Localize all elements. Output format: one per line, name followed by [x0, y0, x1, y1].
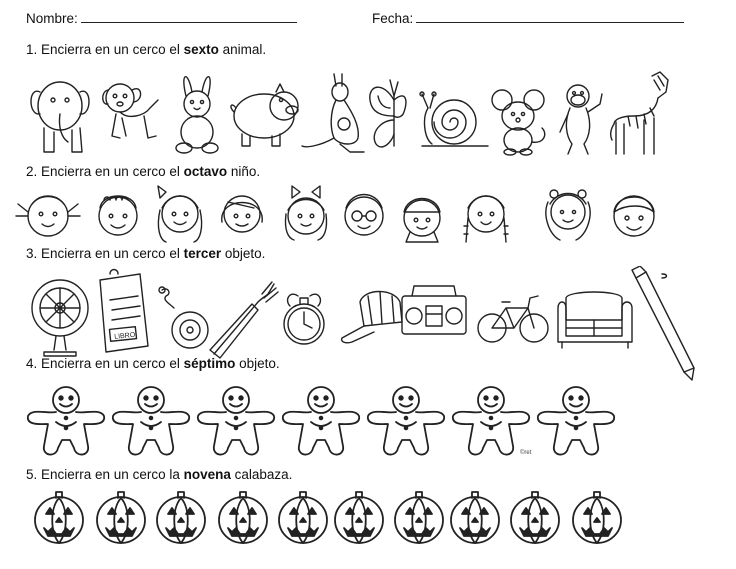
gingerbread-icon[interactable]	[538, 387, 614, 455]
gingerbread-icon[interactable]	[198, 387, 274, 455]
pumpkin-icon[interactable]	[279, 492, 327, 543]
instruction-3: 3. Encierra en un cerco el tercer objeto.	[26, 246, 266, 261]
boy-cap-icon[interactable]	[404, 199, 440, 243]
gingerbread-icon[interactable]	[283, 387, 359, 455]
radio-icon[interactable]	[402, 286, 466, 334]
instruction-2: 2. Encierra en un cerco el octavo niño.	[26, 164, 261, 179]
gingerbread-icon[interactable]	[368, 387, 444, 455]
rabbit-icon[interactable]	[176, 77, 218, 153]
elephant-icon[interactable]	[31, 82, 89, 152]
monkey-icon[interactable]	[560, 85, 602, 154]
girl-bob-icon[interactable]	[222, 196, 262, 232]
mouse-icon[interactable]	[492, 90, 545, 155]
dog-icon[interactable]	[103, 84, 158, 138]
pumpkin-icon[interactable]	[335, 492, 383, 543]
girl-bow-long-icon[interactable]	[285, 186, 326, 240]
pumpkin-icon[interactable]	[97, 492, 145, 543]
fork-icon[interactable]	[210, 282, 278, 358]
cap-icon[interactable]	[342, 292, 402, 343]
pumpkin-icon[interactable]	[395, 492, 443, 543]
name-field[interactable]	[26, 10, 297, 26]
signature-mark: ©ret	[520, 450, 532, 456]
fan-icon[interactable]	[32, 280, 88, 356]
yoyo-icon[interactable]	[159, 287, 208, 348]
pumpkin-icon[interactable]	[451, 492, 499, 543]
notebook-icon[interactable]	[100, 270, 148, 353]
date-field[interactable]	[372, 10, 684, 26]
pumpkin-icon[interactable]	[35, 492, 83, 543]
girl-bow-icon[interactable]	[158, 186, 202, 242]
pumpkin-icon[interactable]	[219, 492, 267, 543]
gingerbread-row	[0, 382, 736, 462]
gingerbread-icon[interactable]	[113, 387, 189, 455]
children-row	[0, 184, 736, 246]
notebook-label: LIBRO	[113, 331, 136, 341]
name-blank-line[interactable]	[81, 10, 297, 23]
zebra-icon[interactable]	[611, 72, 668, 154]
pumpkin-icon[interactable]	[157, 492, 205, 543]
gingerbread-icon[interactable]	[28, 387, 104, 455]
boy-curly-icon[interactable]	[99, 196, 137, 235]
animals-row	[0, 66, 736, 158]
pumpkin-icon[interactable]	[511, 492, 559, 543]
bicycle-icon[interactable]	[478, 296, 548, 342]
gingerbread-icon[interactable]	[453, 387, 529, 455]
girl-braids-icon[interactable]	[464, 196, 508, 242]
boy-glasses-icon[interactable]	[345, 195, 383, 236]
girl-pigtails-icon[interactable]	[16, 196, 80, 236]
pumpkin-icon[interactable]	[573, 492, 621, 543]
instruction-5: 5. Encierra en un cerco la novena calabaza.	[26, 467, 293, 482]
snail-icon[interactable]	[420, 92, 488, 146]
butterfly-icon[interactable]	[370, 80, 406, 147]
boy-icon[interactable]	[614, 196, 654, 236]
alarm-clock-icon[interactable]	[284, 294, 324, 344]
girl-flowers-icon[interactable]	[546, 190, 590, 240]
name-label: Nombre:	[26, 11, 78, 26]
pig-icon[interactable]	[231, 84, 298, 146]
date-blank-line[interactable]	[416, 10, 684, 23]
date-label: Fecha:	[372, 11, 414, 26]
kangaroo-icon[interactable]	[302, 74, 364, 152]
pencil-icon[interactable]	[632, 266, 694, 380]
sofa-icon[interactable]	[558, 292, 632, 348]
objects-row	[0, 266, 736, 382]
instruction-1: 1. Encierra en un cerco el sexto animal.	[26, 42, 267, 57]
pumpkins-row	[0, 486, 736, 556]
instruction-4: 4. Encierra en un cerco el séptimo objeto.	[26, 356, 280, 371]
